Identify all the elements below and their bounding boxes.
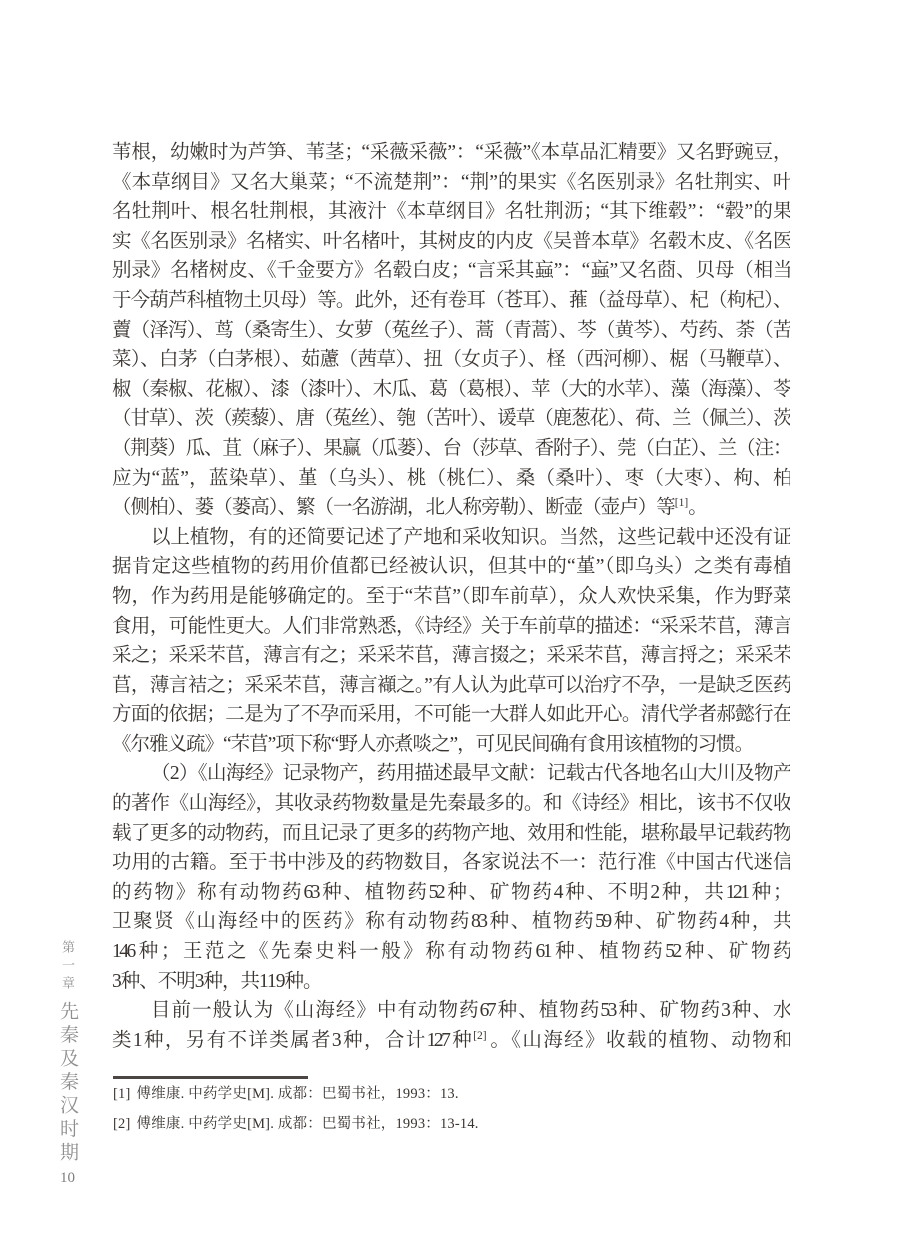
text-line: 食用，可能性更大。人们非常熟悉，《诗经》关于车前草的描述：“采采芣苢，薄言 [112,615,790,637]
footnote-item [113,1084,733,1104]
body-text [112,138,790,1055]
text-line: 《尔雅义疏》“芣苢”项下称“野人亦煮啖之”，可见民间确有食用该植物的习惯。 [112,733,754,755]
page-number: 10 [60,1170,75,1186]
text-line: 据肯定这些植物的药用价值都已经被认识，但其中的“堇”（即乌头）之类有毒植 [112,556,790,578]
text-line: 菜）、白茅（白茅根）、茹藘（茜草）、扭（女贞子）、柽（西河柳）、椐（马鞭草）、 [112,349,790,371]
text-line: 物，作为药用是能够确定的。至于“芣苢”（即车前草），众人欢快采集，作为野菜 [112,585,790,607]
text-line: 3种、不明3种，共119种。 [112,970,322,992]
text-line: 方面的依据；二是为了不孕而采用，不可能一大群人如此开心。清代学者郝懿行在 [112,704,790,726]
footnote-ref: [2] [473,1029,487,1042]
text-line: 采之；采采芣苢，薄言有之；采采芣苢，薄言掇之；采采芣苢，薄言捋之；采采芣 [112,645,790,667]
sidebar-chapter-title: 先秦及秦汉时期 [57,1001,78,1166]
footnote-text: 傅维康. 中药学史[M]. 成都：巴蜀书社，1993：13. [136,1086,459,1102]
paragraph [112,138,790,523]
text-line: 类1种，另有不详类属者3种，合计127种[2]。《山海经》收载的植物、动物和 [112,1029,790,1051]
text-line: 于今葫芦科植物土贝母）等。此外，还有卷耳（苍耳）、蓷（益母草）、杞（枸杞）、 [112,289,790,311]
text-line: 的著作《山海经》，其收录药物数量是先秦最多的。和《诗经》相比，该书不仅收 [112,793,790,815]
footnote-text: 傅维康. 中药学史[M]. 成都：巴蜀书社，1993：13-14. [136,1116,479,1132]
text-line: 名牡荆叶、根名牡荆根，其液汁《本草纲目》名牡荆沥；“其下维毂”：“毂”的果 [112,201,790,223]
text-line: 应为“蓝”，蓝染草）、堇（乌头）、桃（桃仁）、桑（桑叶）、枣（大枣）、枸、柏 [112,467,790,489]
text-line: 卫聚贤《山海经中的医药》称有动物药83种、植物药59种、矿物药4种，共 [112,911,790,933]
text-line: 《本草纲目》又名大巢菜；“不流楚荆”：“荆”的果实《名医别录》名牡荆实、叶 [112,171,790,193]
text-line: 以上植物，有的还简要记述了产地和采收知识。当然，这些记载中还没有证 [151,526,790,548]
sidebar-chapter-label: 第一章 [60,940,75,994]
text-line: 的药物》称有动物药63种、植物药52种、矿物药4种、不明2种，共121种； [112,881,790,903]
text-line: 苇根，幼嫩时为芦笋、苇茎；“采薇采薇”：“采薇”《本草品汇精要》又名野豌豆， [112,142,790,163]
text-line: 载了更多的动物药，而且记录了更多的药物产地、效用和性能，堪称最早记载药物 [112,822,790,844]
footnote-marker: [2] [113,1116,131,1132]
paragraph [112,759,790,996]
text-line: （2）《山海经》记录物产，药用描述最早文献：记载古代各地名山大川及物产 [151,763,790,785]
text-line: （侧柏）、蒌（蒌高）、繁（一名游湖，北人称旁勒）、断壶（壶卢）等[1]。 [112,497,707,519]
text-line: （甘草）、茨（蒺藜）、唐（菟丝）、匏（苦叶）、谖草（鹿葱花）、荷、兰（佩兰）、茨 [112,408,790,430]
text-line: 苢，薄言袺之；采采芣苢，薄言襭之。”有人认为此草可以治疗不孕，一是缺乏医药 [112,674,790,696]
text-line: 146种；王范之《先秦史料一般》称有动物药61种、植物药52种、矿物药 [112,941,790,963]
paragraph [112,523,790,760]
footnote-divider [113,1076,308,1079]
paragraph [112,996,790,1055]
text-line: 功用的古籍。至于书中涉及的药物数目，各家说法不一：范行准《中国古代迷信 [112,852,790,874]
footnote-ref: [1] [674,497,689,510]
text-line: 目前一般认为《山海经》中有动物药67种、植物药53种、矿物药3种、水 [151,1000,790,1022]
text-line: 椒（秦椒、花椒）、漆（漆叶）、木瓜、葛（葛根）、苹（大的水苹）、藻（海藻）、苓 [112,378,790,400]
footnote-item [113,1114,733,1134]
footnote-list [113,1084,733,1144]
text-line: 别录》名楮树皮、《千金要方》名毂白皮；“言采其蝱”：“蝱”又名莔、贝母（相当 [112,260,790,282]
text-line: （荆葵）瓜、苴（麻子）、果赢（瓜蒌）、台（莎草、香附子）、莞（白芷）、兰（注： [112,437,790,459]
text-line: 藚（泽泻）、茑（桑寄生）、女萝（菟丝子）、蒿（青蒿）、芩（黄芩）、芍药、荼（苦 [112,319,790,341]
text-line: 实《名医别录》名楮实、叶名楮叶，其树皮的内皮《吴普本草》名毂木皮、《名医 [112,230,790,252]
footnote-marker: [1] [113,1086,131,1102]
